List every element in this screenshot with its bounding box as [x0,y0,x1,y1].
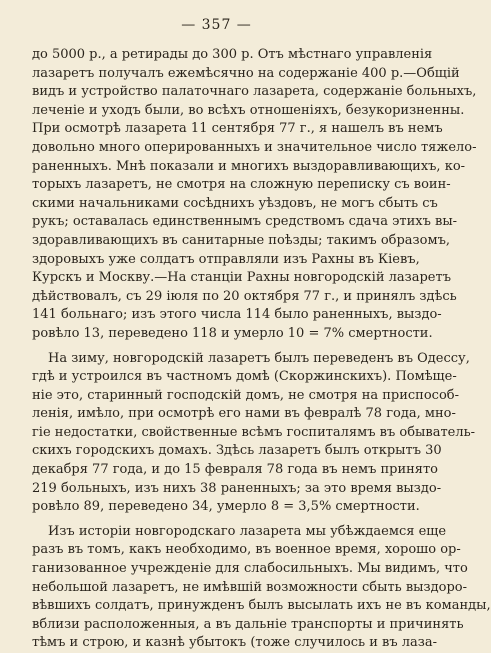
paragraph [32,46,477,344]
text-line: небольшой лазаретъ, не имѣвшій возможности сбыть выздоро- [32,579,467,595]
text-line: 141 больнаго; изъ этого числа 114 было раненныхъ, выздо- [32,307,442,323]
text-line: вѣвшихъ солдатъ, принужденъ былъ высылать ихъ не въ команды, [32,598,491,614]
text-line: скими начальниками сосѣднихъ уѣздовъ, не могъ сбыть съ [32,195,438,211]
text-line: видъ и устройство палаточнаго лазарета, содержаніе больныхъ, [32,84,477,100]
text-line: вблизи расположенныя, а въ дальніе транспорты и причинять [32,616,464,632]
text-line: разъ въ томъ, какъ необходимо, въ военное время, хорошо ор- [32,542,461,558]
text-line: скихъ городскихъ домахъ. Здѣсь лазаретъ былъ открытъ 30 [32,443,442,459]
body-text [32,46,491,653]
text-line: ганизованное учрежденіе для слабосильныхъ. Мы видимъ, что [32,561,468,577]
text-line: ровѣло 89, переведено 34, умерло 8 = 3,5% смертности. [32,499,420,515]
text-line: торыхъ лазаретъ, не смотря на сложную переписку съ воин- [32,177,451,193]
text-line: гдѣ и устроился въ частномъ домѣ (Скоржинскихъ). Помѣще- [32,369,457,385]
text-line: довольно много оперированныхъ и значительное число тяжело- [32,139,477,155]
page-number: — 357 — [181,17,252,33]
text-line: лазаретъ получалъ ежемѣсячно на содержаніе 400 р.—Общій [32,65,460,81]
text-line: 219 больныхъ, изъ нихъ 38 раненныхъ; за это время выздо- [32,480,442,496]
text-line: дѣйствовалъ, съ 29 іюля по 20 октября 77 г., и принялъ здѣсь [32,288,457,304]
paragraph [32,350,476,517]
text-line: здоровыхъ уже солдатъ отправляли изъ Рахны въ Кіевъ, [32,251,420,267]
text-line: ніе это, старинный господскій домъ, не смотря на приспособ- [32,387,460,403]
text-line: здоравливающихъ въ санитарные поѣзды; такимъ образомъ, [32,232,450,248]
text-line: Курскъ и Москву.—На станціи Рахны новгородскій лазаретъ [32,270,451,286]
text-line: При осмотрѣ лазарета 11 сентября 77 г., я нашелъ въ немъ [32,121,443,137]
text-line: гіе недостатки, свойственные всѣмъ госпиталямъ въ обыватель- [32,424,476,440]
text-line: до 5000 р., а ретирады до 300 р. Отъ мѣстнаго управленія [32,47,433,62]
text-line: Изъ исторіи новгородскаго лазарета мы убѣждаемся еще [48,523,447,539]
text-line: ровѣло 13, переведено 118 и умерло 10 = 7% смертности. [32,325,433,341]
text-line: На зиму, новгородскій лазаретъ былъ переведенъ въ Одессу, [48,350,470,366]
text-line: раненныхъ. Мнѣ показали и многихъ выздоравливающихъ, ко- [32,158,466,174]
text-line: леченіе и уходъ были, во всѣхъ отношеніяхъ, безукоризненны. [32,102,465,118]
paragraph [32,523,491,653]
text-line: декабря 77 года, и до 15 февраля 78 года въ немъ принято [32,462,439,478]
text-line: рукъ; оставалась единственнымъ средствомъ сдача этихъ вы- [32,214,458,230]
text-line: ленія, имѣло, при осмотрѣ его нами въ февралѣ 78 года, мно- [32,406,456,422]
text-line: тѣмъ и строю, и казнѣ убытокъ (тоже случилось и въ лаза- [32,635,437,651]
